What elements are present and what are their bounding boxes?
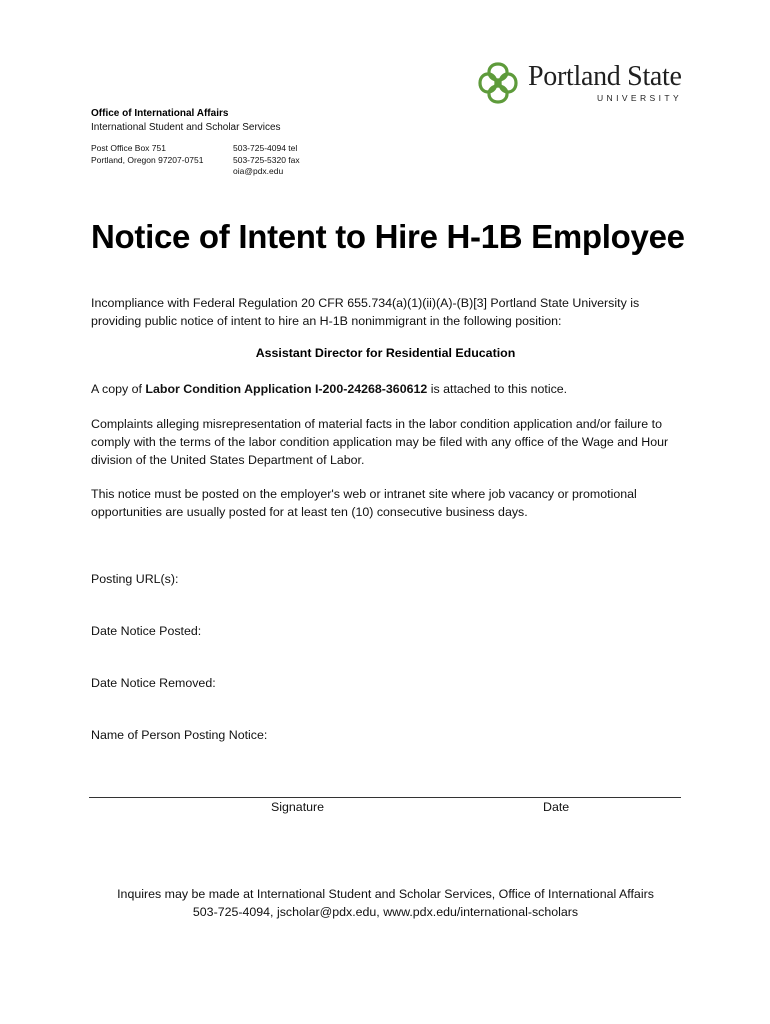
contact-info — [233, 143, 300, 178]
intro-paragraph: Incompliance with Federal Regulation 20 CFR 655.734(a)(1)(ii)(A)-(B)[3] Portland State University is providing public notice of intent to hire an H-1B nonimmigrant in the following position: — [91, 296, 640, 328]
postal-address — [91, 143, 203, 166]
date-removed-label: Date Notice Removed: — [91, 676, 216, 690]
logo-name: Portland State — [528, 61, 682, 92]
footer-line-2: 503-725-4094, jscholar@pdx.edu, www.pdx.edu/international-scholars — [192, 905, 579, 919]
date-label: Date — [543, 800, 570, 814]
office-name: Office of International Affairs — [91, 108, 229, 119]
logo-subtitle: UNIVERSITY — [597, 93, 683, 103]
date-posted-label: Date Notice Posted: — [91, 624, 202, 638]
university-logo — [476, 60, 698, 108]
footer-line-1: Inquires may be made at International Student and Scholar Services, Office of International Affairs — [117, 887, 654, 901]
lca-paragraph — [91, 380, 691, 398]
office-subtitle: International Student and Scholar Services — [91, 122, 281, 133]
posting-urls-label: Posting URL(s): — [91, 572, 179, 586]
complaints-paragraph: Complaints alleging misrepresentation of material facts in the labor condition application and/or failure to comply with the terms of the labor condition application may be filed with any office of the Wage and Hour division of the United States Department of Labor. — [91, 417, 669, 467]
address-line-1: Post Office Box 751 — [91, 143, 166, 153]
footer-contact — [91, 885, 680, 921]
email-address[interactable]: oia@pdx.edu — [233, 166, 284, 176]
person-name-label: Name of Person Posting Notice: — [91, 728, 268, 742]
signature-label: Signature — [271, 800, 325, 814]
phone-number: 503-725-4094 tel — [233, 143, 298, 153]
address-line-2: Portland, Oregon 97207-0751 — [91, 154, 204, 165]
lca-number: Labor Condition Application I-200-24268-360612 — [145, 382, 428, 396]
lca-suffix: is attached to this notice. — [427, 382, 568, 396]
lca-prefix: A copy of — [91, 382, 146, 396]
posting-paragraph: This notice must be posted on the employer's web or intranet site where job vacancy or promotional opportunities are usually posted for at least ten (10) consecutive business days. — [91, 487, 637, 519]
signature-line — [89, 797, 681, 798]
fax-number: 503-725-5320 fax — [233, 154, 300, 165]
position-title: Assistant Director for Residential Education — [255, 346, 516, 360]
psu-logo-icon — [476, 60, 520, 106]
document-title: Notice of Intent to Hire H-1B Employee — [91, 218, 685, 255]
